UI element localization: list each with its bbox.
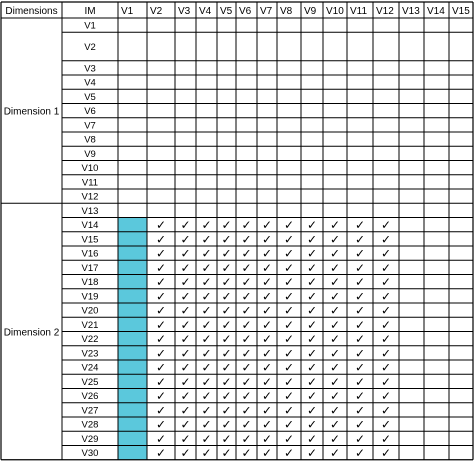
check-mark: ✓ xyxy=(221,446,232,461)
check-mark: ✓ xyxy=(306,389,318,404)
column-header-v1: V1 xyxy=(121,6,134,17)
column-header-v13: V13 xyxy=(402,6,420,17)
check-mark: ✓ xyxy=(329,289,341,304)
row-label-v3: V3 xyxy=(84,63,96,75)
check-mark: ✓ xyxy=(155,332,167,347)
check-mark: ✓ xyxy=(180,403,191,418)
check-mark: ✓ xyxy=(241,403,252,418)
check-mark: ✓ xyxy=(261,431,273,446)
check-mark: ✓ xyxy=(261,332,273,347)
check-mark: ✓ xyxy=(283,232,295,247)
check-mark: ✓ xyxy=(261,360,273,375)
check-mark: ✓ xyxy=(380,417,392,432)
check-mark: ✓ xyxy=(221,232,232,247)
check-mark: ✓ xyxy=(380,232,392,247)
check-mark: ✓ xyxy=(380,389,392,404)
check-mark: ✓ xyxy=(283,374,295,389)
check-mark: ✓ xyxy=(221,431,232,446)
check-mark: ✓ xyxy=(306,317,318,332)
check-mark: ✓ xyxy=(221,360,232,375)
highlight-cell-v14 xyxy=(118,218,147,232)
check-mark: ✓ xyxy=(329,260,341,275)
row-label-v4: V4 xyxy=(84,77,96,89)
check-mark: ✓ xyxy=(283,275,295,290)
dimensions-header: Dimensions xyxy=(5,6,58,17)
check-mark: ✓ xyxy=(155,218,167,233)
check-mark: ✓ xyxy=(306,332,318,347)
check-mark: ✓ xyxy=(306,218,318,233)
row-label-v18: V18 xyxy=(81,277,99,289)
check-mark: ✓ xyxy=(283,431,295,446)
row-label-v24: V24 xyxy=(81,362,99,374)
check-mark: ✓ xyxy=(380,289,392,304)
check-mark: ✓ xyxy=(380,374,392,389)
row-label-v8: V8 xyxy=(84,134,96,146)
highlight-cell-v28 xyxy=(118,417,147,431)
highlight-cell-v21 xyxy=(118,317,147,331)
check-mark: ✓ xyxy=(329,446,341,461)
column-header-v11: V11 xyxy=(350,6,368,17)
check-mark: ✓ xyxy=(155,431,167,446)
check-mark: ✓ xyxy=(329,360,341,375)
row-label-v12: V12 xyxy=(81,191,99,203)
check-mark: ✓ xyxy=(241,317,252,332)
row-label-v5: V5 xyxy=(84,91,96,103)
column-header-v5: V5 xyxy=(220,6,233,17)
check-mark: ✓ xyxy=(201,275,212,290)
check-mark: ✓ xyxy=(354,360,366,375)
row-label-v25: V25 xyxy=(81,376,99,388)
check-mark: ✓ xyxy=(354,275,366,290)
check-mark: ✓ xyxy=(354,260,366,275)
check-mark: ✓ xyxy=(221,332,232,347)
check-mark: ✓ xyxy=(241,246,252,261)
check-mark: ✓ xyxy=(201,260,212,275)
check-mark: ✓ xyxy=(261,289,273,304)
check-mark: ✓ xyxy=(241,374,252,389)
check-mark: ✓ xyxy=(354,417,366,432)
check-mark: ✓ xyxy=(155,403,167,418)
check-mark: ✓ xyxy=(329,303,341,318)
row-label-v1: V1 xyxy=(84,20,96,32)
check-mark: ✓ xyxy=(201,289,212,304)
row-label-v22: V22 xyxy=(81,334,99,346)
check-mark: ✓ xyxy=(306,303,318,318)
check-mark: ✓ xyxy=(241,289,252,304)
check-mark: ✓ xyxy=(180,417,191,432)
check-mark: ✓ xyxy=(283,303,295,318)
check-mark: ✓ xyxy=(329,403,341,418)
group-label: Dimension 2 xyxy=(3,327,60,339)
check-mark: ✓ xyxy=(201,218,212,233)
column-header-v9: V9 xyxy=(304,6,317,17)
check-mark: ✓ xyxy=(283,260,295,275)
check-mark: ✓ xyxy=(241,218,252,233)
check-mark: ✓ xyxy=(221,403,232,418)
check-mark: ✓ xyxy=(380,218,392,233)
highlight-cell-v16 xyxy=(118,246,147,260)
highlight-cell-v19 xyxy=(118,289,147,303)
check-mark: ✓ xyxy=(241,446,252,461)
check-mark: ✓ xyxy=(155,317,167,332)
check-mark: ✓ xyxy=(354,403,366,418)
check-mark: ✓ xyxy=(306,374,318,389)
check-mark: ✓ xyxy=(380,332,392,347)
check-mark: ✓ xyxy=(241,275,252,290)
check-mark: ✓ xyxy=(261,218,273,233)
highlight-cell-v30 xyxy=(118,446,147,460)
check-mark: ✓ xyxy=(241,389,252,404)
check-mark: ✓ xyxy=(180,232,191,247)
check-mark: ✓ xyxy=(261,403,273,418)
check-mark: ✓ xyxy=(306,232,318,247)
check-mark: ✓ xyxy=(283,417,295,432)
check-mark: ✓ xyxy=(306,431,318,446)
row-label-v15: V15 xyxy=(81,234,99,246)
check-mark: ✓ xyxy=(306,246,318,261)
check-mark: ✓ xyxy=(241,332,252,347)
check-mark: ✓ xyxy=(380,260,392,275)
check-mark: ✓ xyxy=(221,260,232,275)
check-mark: ✓ xyxy=(180,360,191,375)
check-mark: ✓ xyxy=(283,446,295,461)
check-mark: ✓ xyxy=(354,346,366,361)
check-mark: ✓ xyxy=(221,246,232,261)
check-mark: ✓ xyxy=(261,246,273,261)
check-mark: ✓ xyxy=(201,317,212,332)
check-mark: ✓ xyxy=(329,431,341,446)
im-header: IM xyxy=(84,6,96,17)
check-mark: ✓ xyxy=(180,374,191,389)
group-label: Dimension 1 xyxy=(3,106,60,118)
row-label-v30: V30 xyxy=(81,448,99,460)
check-mark: ✓ xyxy=(306,360,318,375)
check-mark: ✓ xyxy=(201,417,212,432)
check-mark: ✓ xyxy=(380,431,392,446)
check-mark: ✓ xyxy=(155,275,167,290)
row-label-v16: V16 xyxy=(81,248,99,260)
check-mark: ✓ xyxy=(261,317,273,332)
column-header-v12: V12 xyxy=(376,6,394,17)
highlight-cell-v15 xyxy=(118,232,147,246)
check-mark: ✓ xyxy=(155,446,167,461)
check-mark: ✓ xyxy=(155,417,167,432)
row-label-v14: V14 xyxy=(81,220,99,232)
check-mark: ✓ xyxy=(354,218,366,233)
check-mark: ✓ xyxy=(261,417,273,432)
check-mark: ✓ xyxy=(180,332,191,347)
check-mark: ✓ xyxy=(283,332,295,347)
check-mark: ✓ xyxy=(283,346,295,361)
check-mark: ✓ xyxy=(329,374,341,389)
check-mark: ✓ xyxy=(180,317,191,332)
highlight-cell-v17 xyxy=(118,260,147,274)
check-mark: ✓ xyxy=(306,260,318,275)
column-header-v6: V6 xyxy=(239,6,252,17)
check-mark: ✓ xyxy=(354,374,366,389)
check-mark: ✓ xyxy=(283,403,295,418)
column-header-v15: V15 xyxy=(452,6,470,17)
row-label-v28: V28 xyxy=(81,419,99,431)
check-mark: ✓ xyxy=(329,317,341,332)
check-mark: ✓ xyxy=(306,346,318,361)
check-mark: ✓ xyxy=(180,275,191,290)
check-mark: ✓ xyxy=(261,374,273,389)
column-header-v3: V3 xyxy=(178,6,191,17)
row-label-v9: V9 xyxy=(84,148,96,160)
check-mark: ✓ xyxy=(241,431,252,446)
column-header-v8: V8 xyxy=(280,6,293,17)
check-mark: ✓ xyxy=(306,403,318,418)
check-mark: ✓ xyxy=(380,303,392,318)
check-mark: ✓ xyxy=(201,446,212,461)
check-mark: ✓ xyxy=(283,389,295,404)
check-mark: ✓ xyxy=(155,232,167,247)
column-header-v10: V10 xyxy=(326,6,344,17)
check-mark: ✓ xyxy=(155,360,167,375)
highlight-cell-v29 xyxy=(118,431,147,445)
check-mark: ✓ xyxy=(354,317,366,332)
check-mark: ✓ xyxy=(221,275,232,290)
check-mark: ✓ xyxy=(241,303,252,318)
check-mark: ✓ xyxy=(221,218,232,233)
check-mark: ✓ xyxy=(155,260,167,275)
check-mark: ✓ xyxy=(354,431,366,446)
check-mark: ✓ xyxy=(354,232,366,247)
check-mark: ✓ xyxy=(380,403,392,418)
check-mark: ✓ xyxy=(180,303,191,318)
check-mark: ✓ xyxy=(354,246,366,261)
row-label-v2: V2 xyxy=(84,42,96,54)
check-mark: ✓ xyxy=(329,275,341,290)
check-mark: ✓ xyxy=(354,389,366,404)
row-label-v7: V7 xyxy=(84,120,96,132)
check-mark: ✓ xyxy=(283,360,295,375)
check-mark: ✓ xyxy=(241,260,252,275)
check-mark: ✓ xyxy=(354,446,366,461)
check-mark: ✓ xyxy=(283,218,295,233)
check-mark: ✓ xyxy=(155,346,167,361)
highlight-cell-v18 xyxy=(118,275,147,289)
row-label-v13: V13 xyxy=(81,205,99,217)
highlight-cell-v24 xyxy=(118,360,147,374)
check-mark: ✓ xyxy=(329,332,341,347)
check-mark: ✓ xyxy=(306,417,318,432)
check-mark: ✓ xyxy=(261,303,273,318)
check-mark: ✓ xyxy=(283,246,295,261)
check-mark: ✓ xyxy=(201,232,212,247)
check-mark: ✓ xyxy=(329,346,341,361)
check-mark: ✓ xyxy=(241,417,252,432)
check-mark: ✓ xyxy=(329,246,341,261)
row-label-v29: V29 xyxy=(81,433,99,445)
check-mark: ✓ xyxy=(201,246,212,261)
row-label-v23: V23 xyxy=(81,348,99,360)
check-mark: ✓ xyxy=(180,289,191,304)
check-mark: ✓ xyxy=(380,360,392,375)
check-mark: ✓ xyxy=(201,303,212,318)
check-mark: ✓ xyxy=(261,346,273,361)
column-header-v4: V4 xyxy=(199,6,212,17)
check-mark: ✓ xyxy=(201,346,212,361)
check-mark: ✓ xyxy=(380,446,392,461)
check-mark: ✓ xyxy=(241,360,252,375)
check-mark: ✓ xyxy=(354,303,366,318)
check-mark: ✓ xyxy=(306,289,318,304)
check-mark: ✓ xyxy=(180,389,191,404)
check-mark: ✓ xyxy=(155,389,167,404)
check-mark: ✓ xyxy=(354,289,366,304)
check-mark: ✓ xyxy=(201,374,212,389)
check-mark: ✓ xyxy=(221,417,232,432)
highlight-cell-v20 xyxy=(118,303,147,317)
check-mark: ✓ xyxy=(261,446,273,461)
row-label-v21: V21 xyxy=(81,319,99,331)
row-label-v10: V10 xyxy=(81,163,99,175)
highlight-cell-v23 xyxy=(118,346,147,360)
check-mark: ✓ xyxy=(380,346,392,361)
check-mark: ✓ xyxy=(241,346,252,361)
check-mark: ✓ xyxy=(241,232,252,247)
column-header-v14: V14 xyxy=(427,6,445,17)
check-mark: ✓ xyxy=(329,218,341,233)
check-mark: ✓ xyxy=(180,446,191,461)
check-mark: ✓ xyxy=(380,275,392,290)
check-mark: ✓ xyxy=(180,218,191,233)
check-mark: ✓ xyxy=(180,431,191,446)
check-mark: ✓ xyxy=(201,403,212,418)
highlight-cell-v26 xyxy=(118,389,147,403)
check-mark: ✓ xyxy=(329,232,341,247)
highlight-cell-v27 xyxy=(118,403,147,417)
check-mark: ✓ xyxy=(201,332,212,347)
check-mark: ✓ xyxy=(201,431,212,446)
check-mark: ✓ xyxy=(180,260,191,275)
check-mark: ✓ xyxy=(283,289,295,304)
check-mark: ✓ xyxy=(201,360,212,375)
check-mark: ✓ xyxy=(261,275,273,290)
row-label-v11: V11 xyxy=(81,177,99,189)
check-mark: ✓ xyxy=(221,389,232,404)
check-mark: ✓ xyxy=(155,246,167,261)
check-mark: ✓ xyxy=(221,303,232,318)
check-mark: ✓ xyxy=(221,289,232,304)
check-mark: ✓ xyxy=(155,289,167,304)
highlight-cell-v22 xyxy=(118,332,147,346)
check-mark: ✓ xyxy=(354,332,366,347)
check-mark: ✓ xyxy=(329,389,341,404)
check-mark: ✓ xyxy=(329,417,341,432)
check-mark: ✓ xyxy=(180,346,191,361)
row-label-v26: V26 xyxy=(81,391,99,403)
row-label-v17: V17 xyxy=(81,262,99,274)
check-mark: ✓ xyxy=(261,389,273,404)
check-mark: ✓ xyxy=(261,260,273,275)
check-mark: ✓ xyxy=(155,374,167,389)
check-mark: ✓ xyxy=(261,232,273,247)
check-mark: ✓ xyxy=(380,317,392,332)
row-label-v6: V6 xyxy=(84,106,96,118)
check-mark: ✓ xyxy=(306,275,318,290)
highlight-cell-v25 xyxy=(118,374,147,388)
row-label-v19: V19 xyxy=(81,291,99,303)
check-mark: ✓ xyxy=(155,303,167,318)
row-label-v20: V20 xyxy=(81,305,99,317)
check-mark: ✓ xyxy=(221,317,232,332)
check-mark: ✓ xyxy=(221,374,232,389)
check-mark: ✓ xyxy=(380,246,392,261)
check-mark: ✓ xyxy=(283,317,295,332)
column-header-v7: V7 xyxy=(260,6,273,17)
row-label-v27: V27 xyxy=(81,405,99,417)
check-mark: ✓ xyxy=(201,389,212,404)
check-mark: ✓ xyxy=(221,346,232,361)
check-mark: ✓ xyxy=(180,246,191,261)
column-header-v2: V2 xyxy=(150,6,163,17)
check-mark: ✓ xyxy=(306,446,318,461)
